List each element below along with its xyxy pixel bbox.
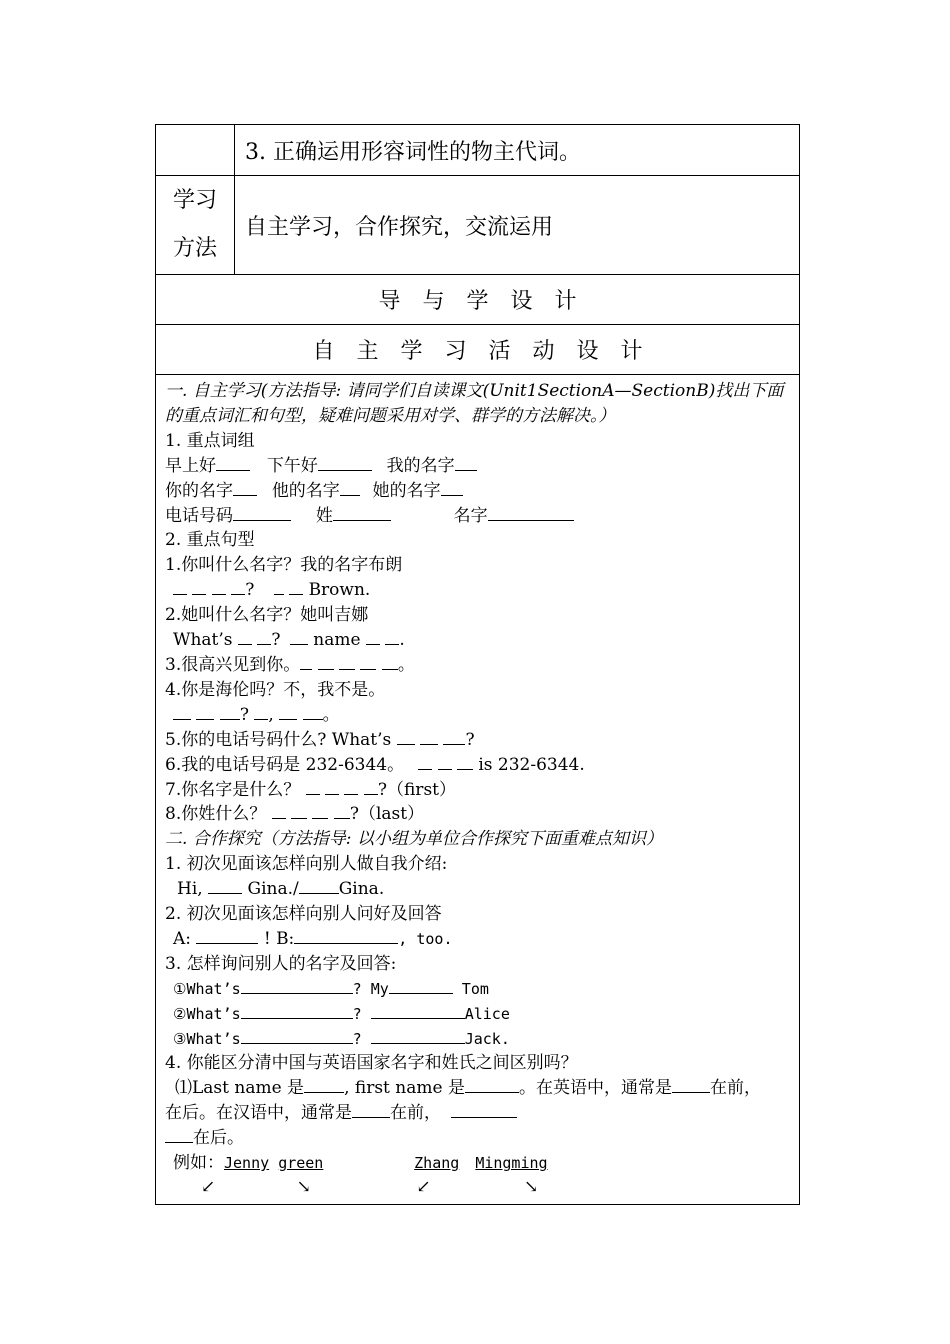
blank-field[interactable] xyxy=(306,778,320,795)
blank-field[interactable] xyxy=(360,653,376,670)
blank-field[interactable] xyxy=(241,1002,353,1019)
blank-field[interactable] xyxy=(366,628,380,645)
blank-field[interactable] xyxy=(290,628,308,645)
sentence-1-answer: ? Brown. xyxy=(165,578,791,603)
sentence-3: 3.很高兴见到你。 。 xyxy=(165,654,415,675)
blank-field[interactable] xyxy=(334,802,350,819)
question-3-answer-2: ②What’s ? Alice xyxy=(165,1002,791,1027)
blank-field[interactable] xyxy=(352,1101,390,1118)
sentence-7: 7.你名字是什么？ ?（first） xyxy=(165,779,456,800)
arrow-down-right-icon: ↘ xyxy=(296,1177,311,1197)
blank-field[interactable] xyxy=(441,479,463,496)
method-text: 自主学习，合作探究，交流运用 xyxy=(245,214,554,240)
sentence-4: 4.你是海伦吗？不，我不是。 xyxy=(165,679,386,700)
blank-field[interactable] xyxy=(457,753,473,770)
blank-field[interactable] xyxy=(397,728,415,745)
blank-field[interactable] xyxy=(333,504,391,521)
blank-field[interactable] xyxy=(318,454,372,471)
question-3: 3. 怎样询问别人的名字及回答: xyxy=(165,953,397,974)
sentence-6: 6.我的电话号码是 232-6344。 is 232-6344. xyxy=(165,754,585,775)
design-header-row xyxy=(156,275,800,325)
phrase-line-2 xyxy=(165,479,791,504)
phrase-line-1 xyxy=(165,454,791,479)
question-3-answer-1: ①What’s ? My Tom xyxy=(165,977,791,1002)
sentence-2-answer: What’s ? name . xyxy=(173,630,405,651)
blank-field[interactable] xyxy=(465,1076,519,1093)
blank-field[interactable] xyxy=(385,628,399,645)
method-cell xyxy=(235,176,800,275)
blank-field[interactable] xyxy=(443,728,465,745)
phrase-morning: 早上好 xyxy=(165,455,216,476)
arrow-down-left-icon: ↙ xyxy=(416,1177,431,1197)
objective-row xyxy=(156,125,800,176)
question-3-answer-3: ③What’s ? Jack. xyxy=(165,1027,791,1052)
method-label-cell xyxy=(156,176,235,275)
blank-field[interactable] xyxy=(220,703,240,720)
phrase-phone: 电话号码 xyxy=(165,505,233,526)
question-1-answer: Hi, Gina./ Gina. xyxy=(177,879,385,900)
example-arrows xyxy=(165,1176,791,1198)
phrase-myname: 我的名字 xyxy=(386,455,455,476)
question-2: 2. 初次见面该怎样向别人问好及回答 xyxy=(165,904,442,925)
design-header: 导与学设计 xyxy=(378,289,599,314)
blank-field[interactable] xyxy=(196,703,214,720)
blank-field[interactable] xyxy=(254,703,268,720)
activity-header: 自主学习活动设计 xyxy=(312,339,665,364)
blank-field[interactable] xyxy=(196,927,258,944)
phrase-firstname: 名字 xyxy=(453,505,488,526)
content-cell xyxy=(156,375,800,1205)
blank-field[interactable] xyxy=(318,653,334,670)
blank-field[interactable] xyxy=(231,578,245,595)
blank-field[interactable] xyxy=(257,628,271,645)
blank-field[interactable] xyxy=(300,653,312,670)
example-green: green xyxy=(278,1154,324,1173)
blank-field[interactable] xyxy=(241,1027,353,1044)
question-1: 1. 初次见面该怎样向别人做自我介绍: xyxy=(165,854,448,875)
blank-field[interactable] xyxy=(303,703,323,720)
blank-field[interactable] xyxy=(339,653,355,670)
phrase-yourname: 你的名字 xyxy=(165,480,233,501)
blank-field[interactable] xyxy=(272,802,286,819)
question-4: 4. 你能区分清中国与英语国家名字和姓氏之间区别吗？ xyxy=(165,1053,578,1074)
example-mingming: Mingming xyxy=(475,1154,548,1173)
arrow-down-right-icon: ↘ xyxy=(523,1177,539,1197)
blank-field[interactable] xyxy=(212,578,226,595)
blank-field[interactable] xyxy=(241,977,353,994)
question-4-line-2: 在后。在汉语中，通常是 在前， xyxy=(165,1101,791,1126)
objective-label-cell xyxy=(156,125,235,176)
example-zhang: Zhang xyxy=(414,1154,460,1173)
activity-header-cell xyxy=(156,325,800,375)
blank-field[interactable] xyxy=(304,1076,344,1093)
sentence-2: 2.她叫什么名字？她叫吉娜 xyxy=(165,605,369,626)
sentence-4-answer: ? , 。 xyxy=(165,703,791,728)
objective-3-text: 3. 正确运用形容词性的物主代词。 xyxy=(245,139,581,165)
content-row xyxy=(156,375,800,1205)
phrases-heading: 1. 重点词组 xyxy=(165,430,255,451)
blank-field[interactable] xyxy=(233,504,291,521)
blank-field[interactable] xyxy=(672,1076,710,1093)
blank-field[interactable] xyxy=(291,802,307,819)
sentence-5: 5.你的电话号码什么? What’s ? xyxy=(165,729,475,750)
blank-field[interactable] xyxy=(238,628,252,645)
blank-field[interactable] xyxy=(325,778,339,795)
objective-cell xyxy=(235,125,800,176)
blank-field[interactable] xyxy=(216,454,250,471)
blank-field[interactable] xyxy=(389,977,453,994)
blank-field[interactable] xyxy=(418,753,432,770)
blank-field[interactable] xyxy=(294,927,398,944)
blank-field[interactable] xyxy=(279,703,297,720)
question-4-line-3: 在后。 xyxy=(165,1126,791,1151)
blank-field[interactable] xyxy=(289,578,303,595)
section1-title: 一. 自主学习(方法指导: 请同学们自读课文(Unit1SectionA—SectionB)找出下面的重点词汇和句型，疑难问题采用对学、群学的方法解决。） xyxy=(165,381,784,426)
phrase-line-3 xyxy=(165,504,791,529)
sentence-8: 8.你姓什么？ ?（last） xyxy=(165,804,425,825)
arrow-down-left-icon: ↙ xyxy=(201,1177,216,1197)
blank-field[interactable] xyxy=(344,778,358,795)
lesson-plan-table xyxy=(155,124,800,1205)
blank-field[interactable] xyxy=(312,802,328,819)
blank-field[interactable] xyxy=(371,1002,465,1019)
question-4-line-1: ⑴Last name 是 , first name 是 。在英语中，通常是 在前， xyxy=(175,1078,761,1099)
example-line: 例如：Jenny green Zhang Mingming xyxy=(173,1153,548,1174)
method-row xyxy=(156,176,800,275)
sentence-1: 1.你叫什么名字？我的名字布朗 xyxy=(165,555,403,576)
blank-field[interactable] xyxy=(233,479,257,496)
method-label-line1: 学习 xyxy=(172,188,217,213)
blank-field[interactable] xyxy=(451,1101,517,1118)
blank-field[interactable] xyxy=(192,578,206,595)
phrase-hername: 她的名字 xyxy=(372,480,441,501)
blank-field[interactable] xyxy=(455,454,477,471)
sentences-heading: 2. 重点句型 xyxy=(165,530,255,551)
method-label-line2: 方法 xyxy=(172,236,217,261)
example-jenny: Jenny xyxy=(224,1154,270,1173)
blank-field[interactable] xyxy=(438,753,452,770)
blank-field[interactable] xyxy=(173,703,191,720)
blank-field[interactable] xyxy=(371,1027,465,1044)
design-header-cell xyxy=(156,275,800,325)
blank-field[interactable] xyxy=(165,1126,193,1143)
blank-field[interactable] xyxy=(488,504,574,521)
question-2-answer: A: ! B: , too. xyxy=(173,928,453,949)
blank-field[interactable] xyxy=(364,778,378,795)
blank-field[interactable] xyxy=(299,877,339,894)
section2-title: 二. 合作探究（方法指导: 以小组为单位合作探究下面重难点知识） xyxy=(165,829,663,850)
blank-field[interactable] xyxy=(340,479,360,496)
blank-field[interactable] xyxy=(208,877,242,894)
blank-field[interactable] xyxy=(420,728,438,745)
phrase-hisname: 他的名字 xyxy=(271,480,340,501)
phrase-afternoon: 下午好 xyxy=(266,455,318,476)
phrase-lastname: 姓 xyxy=(315,505,333,526)
blank-field[interactable] xyxy=(173,578,187,595)
blank-field[interactable] xyxy=(274,578,284,595)
activity-header-row xyxy=(156,325,800,375)
blank-field[interactable] xyxy=(382,653,398,670)
